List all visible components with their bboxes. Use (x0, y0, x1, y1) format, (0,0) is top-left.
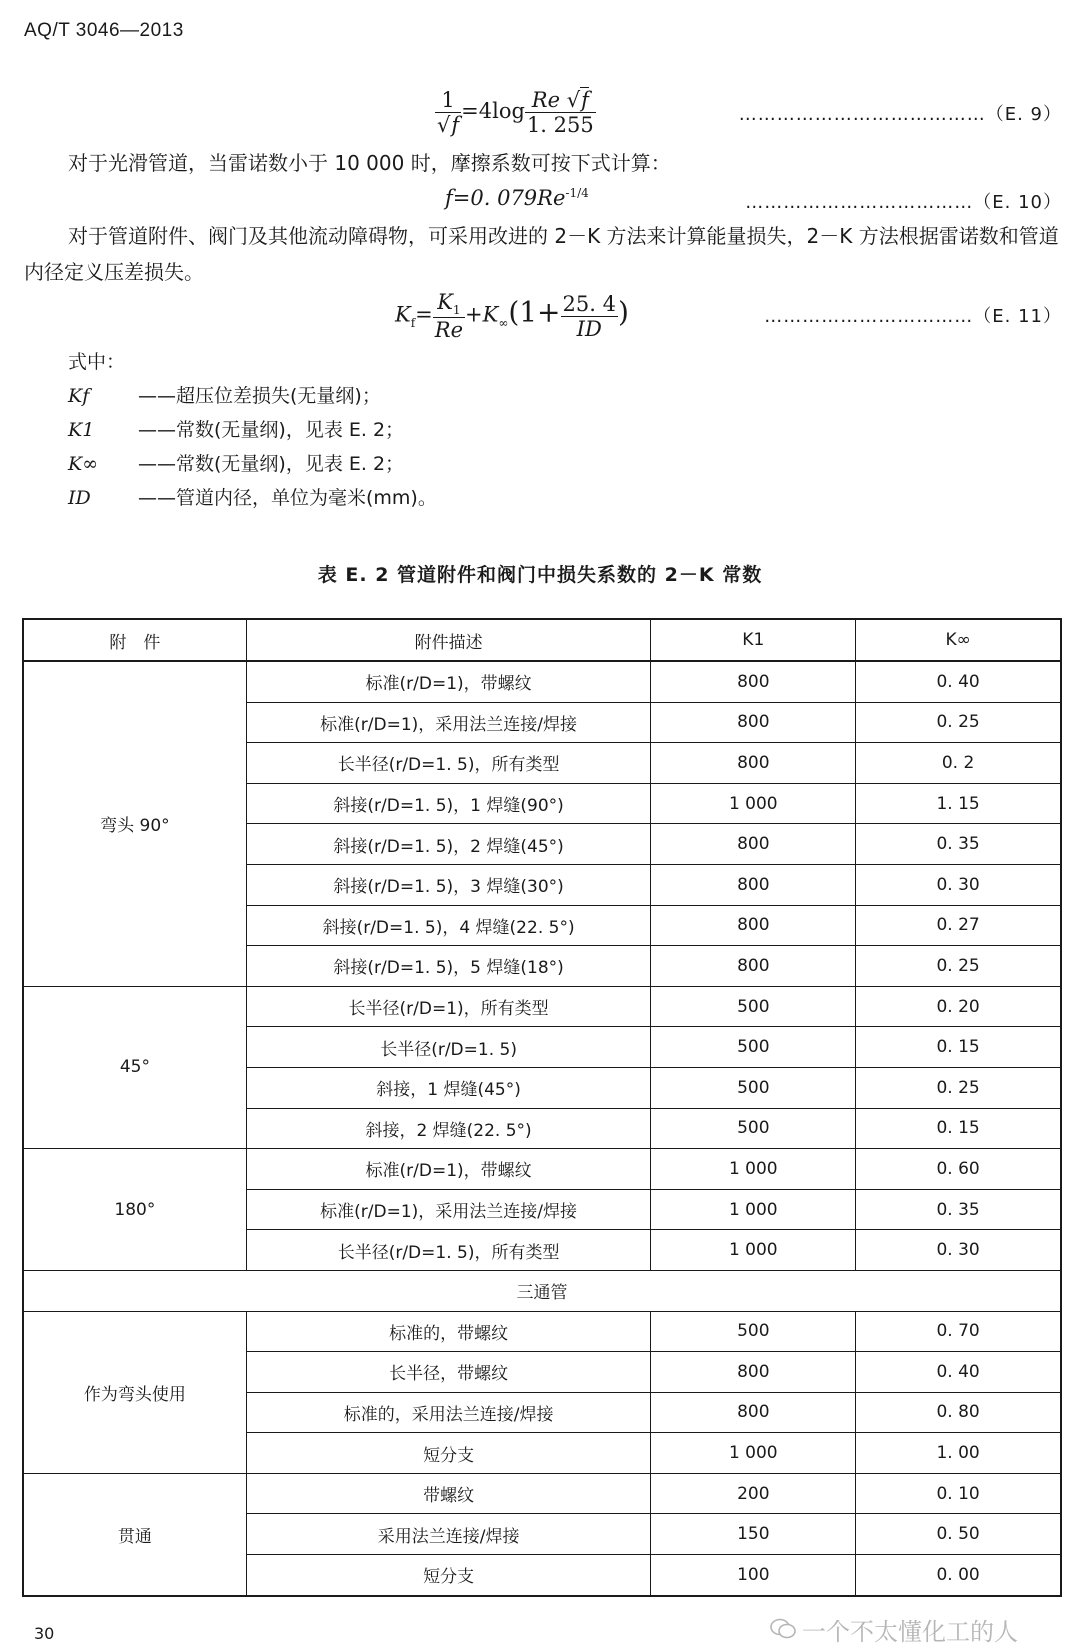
table-row (23, 1473, 1061, 1514)
description-cell: 长半径(r/D=1. 5)，所有类型 (246, 743, 651, 784)
kinf-cell: 0. 50 (856, 1514, 1061, 1555)
k1-cell: 500 (651, 1027, 856, 1068)
k1-cell: 500 (651, 986, 856, 1027)
kinf-cell: 0. 25 (856, 946, 1061, 987)
equation-number-e11: ……………………………（E. 11） (764, 306, 1062, 327)
header-description: 附件描述 (246, 619, 651, 661)
watermark: 一个不太懂化工的人 (770, 1612, 1018, 1647)
kinf-cell: 0. 27 (856, 905, 1061, 946)
fitting-group-cell: 180° (23, 1149, 246, 1271)
description-cell: 标准的，带螺纹 (246, 1311, 651, 1352)
equation-number-e9: …………………………………（E. 9） (738, 104, 1062, 125)
section-title-tee: 三通管 (23, 1270, 1061, 1311)
table-body (23, 661, 1061, 1596)
kinf-cell: 0. 60 (856, 1149, 1061, 1190)
k1-cell: 500 (651, 1108, 856, 1149)
page-number: 30 (34, 1624, 55, 1643)
standard-code: AQ/T 3046—2013 (24, 20, 184, 41)
description-cell: 长半径(r/D=1. 5)，所有类型 (246, 1230, 651, 1271)
kinf-cell: 0. 00 (856, 1555, 1061, 1596)
k1-cell: 500 (651, 1311, 856, 1352)
table-caption: 表 E. 2 管道附件和阀门中损失系数的 2－K 常数 (317, 564, 763, 586)
fitting-group-cell: 弯头 90° (23, 661, 246, 986)
description-cell: 长半径，带螺纹 (246, 1352, 651, 1393)
k1-cell: 150 (651, 1514, 856, 1555)
paragraph-2k-method: 对于管道附件、阀门及其他流动障碍物，可采用改进的 2－K 方法来计算能量损失，2－K 方法根据雷诺数和管道内径定义压差损失。 (24, 224, 1059, 284)
description-cell: 采用法兰连接/焊接 (246, 1514, 651, 1555)
header-kinf: K∞ (856, 619, 1061, 661)
loss-coefficient-table (22, 618, 1062, 1597)
wechat-icon (770, 1618, 796, 1646)
definition-kf: Kf ——超压位差损失(无量纲)； (68, 385, 381, 407)
k1-cell: 1 000 (651, 1230, 856, 1271)
description-cell: 长半径(r/D=1)，所有类型 (246, 986, 651, 1027)
kinf-cell: 0. 30 (856, 1230, 1061, 1271)
definitions-intro: 式中： (68, 351, 126, 373)
k1-cell: 800 (651, 1392, 856, 1433)
table-row (23, 1149, 1061, 1190)
e9-rhs-fraction: $\frac{Re √f}{1. 255}$ (526, 88, 594, 137)
description-cell: 斜接(r/D=1. 5)，3 焊缝(30°) (246, 864, 651, 905)
definition-kinf: K∞ ——常数(无量纲)，见表 E. 2； (68, 453, 405, 475)
description-cell: 斜接，1 焊缝(45°) (246, 1067, 651, 1108)
kinf-cell: 0. 15 (856, 1108, 1061, 1149)
table-row (23, 1311, 1061, 1352)
kinf-cell: 0. 40 (856, 661, 1061, 702)
k1-cell: 200 (651, 1473, 856, 1514)
k1-cell: 1 000 (651, 1189, 856, 1230)
kinf-cell: 0. 10 (856, 1473, 1061, 1514)
description-cell: 斜接(r/D=1. 5)，1 焊缝(90°) (246, 783, 651, 824)
k1-cell: 800 (651, 824, 856, 865)
header-k1: K1 (651, 619, 856, 661)
k1-cell: 800 (651, 702, 856, 743)
description-cell: 标准(r/D=1)，带螺纹 (246, 1149, 651, 1190)
section-row-tee (23, 1270, 1061, 1311)
fitting-group-cell: 作为弯头使用 (23, 1311, 246, 1473)
table-header-row (23, 619, 1061, 661)
k1-cell: 1 000 (651, 1433, 856, 1474)
definition-id: ID ——管道内径，单位为毫米(mm)。 (68, 487, 437, 509)
description-cell: 标准(r/D=1)，采用法兰连接/焊接 (246, 1189, 651, 1230)
kinf-cell: 0. 15 (856, 1027, 1061, 1068)
kinf-cell: 0. 35 (856, 824, 1061, 865)
definition-k1: K1 ——常数(无量纲)，见表 E. 2； (68, 419, 405, 441)
kinf-cell: 0. 20 (856, 986, 1061, 1027)
kinf-cell: 0. 80 (856, 1392, 1061, 1433)
k1-cell: 800 (651, 864, 856, 905)
kinf-cell: 0. 70 (856, 1311, 1061, 1352)
k1-cell: 800 (651, 905, 856, 946)
description-cell: 长半径(r/D=1. 5) (246, 1027, 651, 1068)
table-row (23, 661, 1061, 702)
paragraph-smooth-pipe: 对于光滑管道，当雷诺数小于 10 000 时，摩擦系数可按下式计算： (68, 151, 671, 175)
k1-cell: 800 (651, 946, 856, 987)
k1-cell: 800 (651, 1352, 856, 1393)
kinf-cell: 0. 30 (856, 864, 1061, 905)
description-cell: 带螺纹 (246, 1473, 651, 1514)
description-cell: 斜接，2 焊缝(22. 5°) (246, 1108, 651, 1149)
kinf-cell: 1. 00 (856, 1433, 1061, 1474)
header-fitting: 附 件 (23, 619, 246, 661)
fitting-group-cell: 45° (23, 986, 246, 1148)
e9-lhs-fraction: $\frac{1}{√f}$ (437, 88, 460, 137)
description-cell: 斜接(r/D=1. 5)，4 焊缝(22. 5°) (246, 905, 651, 946)
kinf-cell: 0. 25 (856, 1067, 1061, 1108)
k1-cell: 100 (651, 1555, 856, 1596)
equation-number-e10: ………………………………（E. 10） (745, 192, 1062, 213)
kinf-cell: 0. 40 (856, 1352, 1061, 1393)
k1-cell: 800 (651, 743, 856, 784)
kinf-cell: 1. 15 (856, 783, 1061, 824)
k1-cell: 800 (651, 661, 856, 702)
description-cell: 标准(r/D=1)，带螺纹 (246, 661, 651, 702)
kinf-cell: 0. 2 (856, 743, 1061, 784)
k1-cell: 1 000 (651, 783, 856, 824)
description-cell: 标准(r/D=1)，采用法兰连接/焊接 (246, 702, 651, 743)
description-cell: 短分支 (246, 1555, 651, 1596)
description-cell: 短分支 (246, 1433, 651, 1474)
fitting-group-cell: 贯通 (23, 1473, 246, 1595)
table-row (23, 986, 1061, 1027)
description-cell: 斜接(r/D=1. 5)，2 焊缝(45°) (246, 824, 651, 865)
k1-cell: 500 (651, 1067, 856, 1108)
k1-cell: 1 000 (651, 1149, 856, 1190)
symbol-definitions (68, 345, 437, 515)
kinf-cell: 0. 25 (856, 702, 1061, 743)
description-cell: 标准的，采用法兰连接/焊接 (246, 1392, 651, 1433)
kinf-cell: 0. 35 (856, 1189, 1061, 1230)
description-cell: 斜接(r/D=1. 5)，5 焊缝(18°) (246, 946, 651, 987)
